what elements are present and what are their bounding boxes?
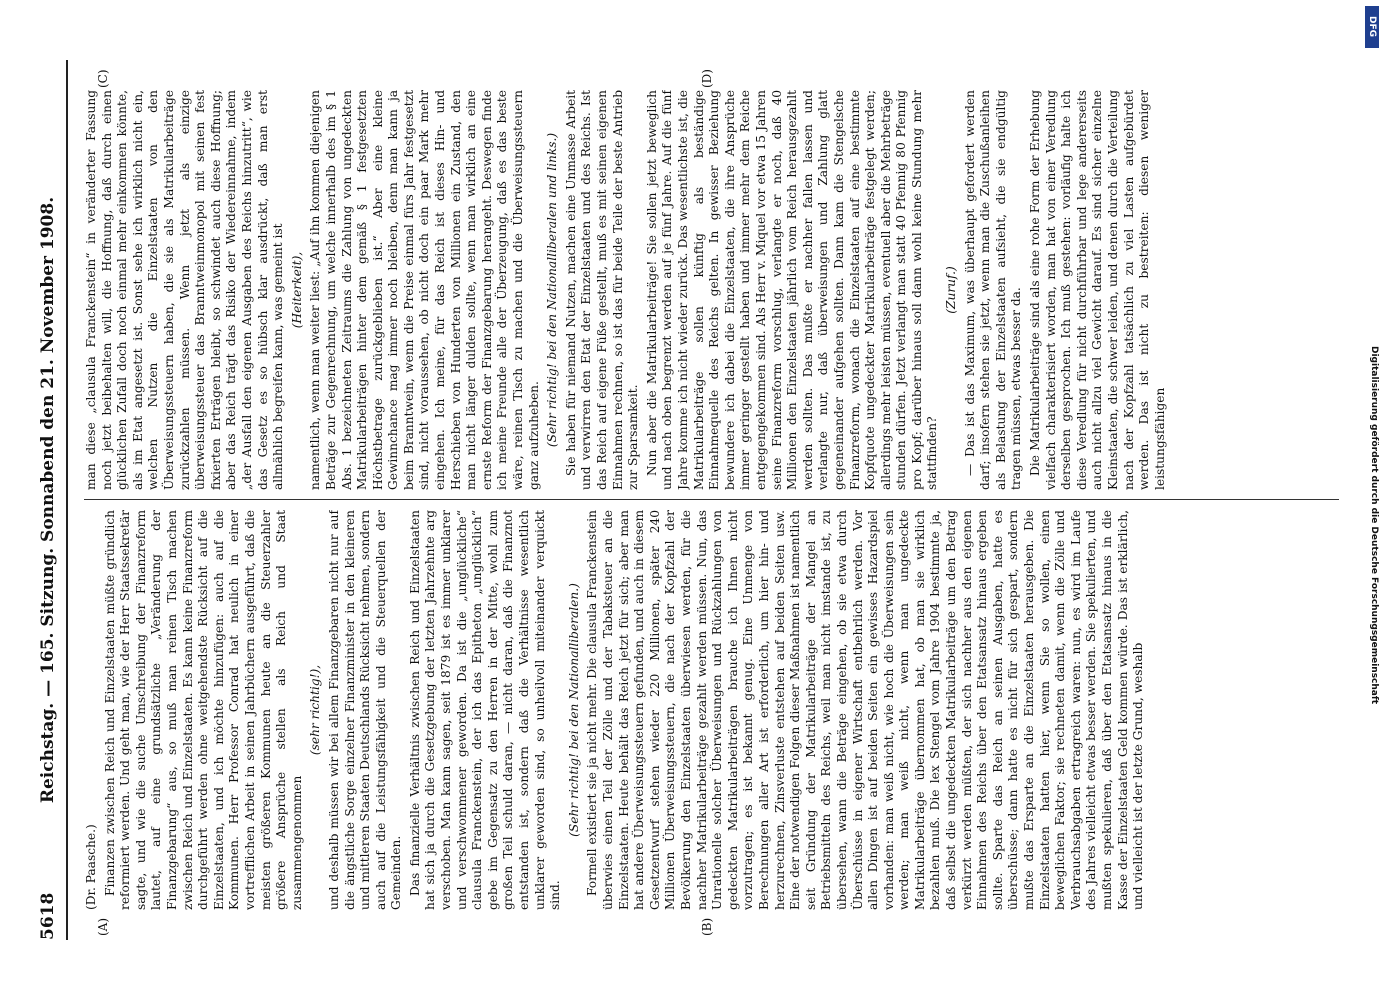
margin-mark-b: (B)	[700, 917, 714, 936]
interjection: (Sehr richtig! bei den Nationalliberalen und links.)	[545, 132, 560, 448]
text-column-right	[84, 90, 1344, 490]
header-rule	[66, 60, 68, 940]
page-title: Reichstag. — 165. Sitzung. Sonnabend den 21. November 1908.	[38, 196, 58, 804]
speaker-label: (Dr. Paasche.)	[84, 824, 98, 910]
interjection: (Sehr richtig! bei den Nationalliberalen.)	[566, 583, 581, 837]
interjection: (sehr richtig!),	[308, 664, 323, 756]
paragraph: man diese „clausula Franckenstein“ in veränderter Fassung noch jetzt beibehalten will, die Hoffnung, daß durch einen glücklichen Zufall doch noch einmal mehr einkommen könnte, als im Etat angesetzt ist. Sonst sehe ich wirklich nicht ein, welchen Nutzen die Einzelstaaten von den Überweisungssteuern haben, die sie als Matrikularbeiträge zurückzahlen müssen. Wenn jetzt als einzige überweisungssteuer das Branntweinmonopol mit seinen fest fixierten Erträgen bleibt, so schwindet auch diese Hoffnung; aber das Reich trägt das Risiko der Wiedereinnahme, indem „der Ausfall den eigenen Ausgaben des Reichs hinzutritt“, wie das Gesetz es so hübsch klar ausdrückt, daß man erst allmählich begreifen kann, was gemeint ist	[84, 90, 286, 490]
paragraph: Das finanzielle Verhältnis zwischen Reich und Einzelstaaten hat sich ja durch die Gesetzgebung der letzten Jahrzehnte arg verschoben. Man kann sagen, seit 1879 ist es immer unklarer und verschwommener geworden. Da ist die „unglückliche“ clausula Franckenstein, der ich das Epitheton „unglücklich“ gebe im Gegensatz zu den Herren in der Mitte, wohl zum großen Teil schuld daran, — nicht daran, daß die Finanznot entstanden ist, sondern daß die Verhältnisse wesentlich unklarer geworden sind, so unheilvoll miteinander verquickt sind.	[407, 510, 563, 910]
paragraph: Sie haben für niemand Nutzen, machen eine Unmasse Arbeit und verwirren den Etat der Einzelstaaten und des Reichs. Ist das Reich auf eigene Füße gestellt, muß es mit seinen eigenen Einnahmen rechnen, so ist das für beide Teile der beste Antrieb zur Sparsamkeit.	[563, 90, 641, 490]
paragraph: Die Matrikularbeiträge sind als eine rohe Form der Erhebung vielfach charakterisiert worden, man hat von einer Veredlung derselben gesprochen. Ich muß gestehen: vorläufig halte ich diese Veredlung für nicht durchführbar und lege andererseits auch nicht allzu viel Gewicht darauf. Es sind sicher einzelne Kleinstaaten, die schwer leiden, und denen durch die Verteilung nach der Kopfzahl tatsächlich zu viel Lasten aufgebürdet werden. Das ist nicht zu bestreiten: diesen weniger leistungsfähigen	[1028, 90, 1167, 490]
column-divider	[84, 499, 1339, 500]
dfg-credit-text: Digitalisierung gefördert durch die Deutsche Forschungsgemeinschaft	[1369, 345, 1379, 705]
paragraph: Finanzen zwischen Reich und Einzelstaaten müßte gründlich reformiert werden. Und geht man, wie der Herr Staatssekretär sagte, und wie die suche Umschreibung der Finanzreform lautet, auf eine grundsätzliche „Veränderung der Finanzgebarung“ aus, so muß man reinen Tisch machen zwischen Reich und Einzelstaaten. Es kann keine Finanzreform durchgeführt werden ohne weitgehendste Rücksicht auf die Einzelstaaten, und ich möchte hinzufügen: auch auf die Kommunen. Herr Professor Conrad hat neulich in einer vortrefflichen Arbeit in seinen Jahrbüchern ausgeführt, daß die meisten größeren Kommunen heute an die Steuerzahler größere Ansprüche stellen als Reich und Staat zusammengenommen	[102, 510, 304, 910]
margin-mark-d: (D)	[700, 69, 714, 88]
interjection: (Zuruf.)	[944, 266, 959, 314]
dfg-logo: DFG	[1365, 6, 1379, 48]
margin-mark-a: (A)	[96, 917, 110, 936]
paragraph: Formell existiert sie ja nicht mehr. Die clausula Franckenstein überwies einen Teil der Zölle und der Tabaksteuer an die Einzelstaaten. Heute behält das Reich jetzt für sich; aber man hat andere Überweisungssteuern gefunden, und auch in diesem Gesetzentwurf stehen wieder 220 Millionen, später 240 Millionen Überweisungssteuern, die nach der Kopfzahl der Bevölkerung den Einzelstaaten überwiesen werden, für die nachher Matrikularbeiträge gezahlt werden müssen. Nun, das Unrationelle solcher Überweisungen und Rückzahlungen von gedeckten Matrikularbeiträgen brauche ich Ihnen nicht vorzutragen; es ist bekannt genug. Eine Unmenge von Berechnungen aller Art ist erforderlich, um hier hin- und herzurechnen, Zinsverluste entstehen auf beiden Seiten usw. Eine der notwendigen Folgen dieser Maßnahmen ist namentlich seit Gründung der Matrikularbeiträge der Mangel an Betriebsmitteln des Reichs, weil man nicht imstande ist, zu übersehen, wann die Beträge eingehen, ob sie etwa durch Überschüsse in eigener Wirtschaft entbehrlich werden. Vor allen Dingen ist auf beiden Seiten ein gewisses Hazardspiel vorhanden: man weiß nicht, wie hoch die Überweisungen sein werden; man weiß nicht, wenn man ungedeckte Matrikularbeiträge übernommen hat, ob man sie wirklich bezahlen muß. Die lex Stengel vom Jahre 1904 bestimmte ja, daß selbst die ungedeckten Matrikularbeiträge um den Betrag verkürzt werden müßten, der sich nachher aus den eigenen Einnahmen des Reichs über den Etatsansatz hinaus ergeben sollte. Sparte das Reich an seinen Ausgaben, hatte es überschüsse; dann hatte es nicht für sich gespart, sondern mußte das Ersparte an die Einzelstaaten herausgeben. Die Einzelstaaten hatten hier, wenn Sie so wollen, einen beweglichen Faktor; sie rechneten damit, wenn die Zölle und Verbrauchsabgaben ertragreich waren: nun, es wird im Laufe des Jahres vielleicht etwas besser werden. Sie spekulierten, und mußten spekulieren, daß über den Etatsansatz hinaus in die Kasse der Einzelstaaten Geld kommen würde. Das ist erklärlich, und vielleicht ist der letzte Grund, weshalb	[585, 510, 1146, 910]
page-header	[30, 60, 64, 940]
page-number: 5618	[38, 892, 58, 940]
text-column-left	[84, 510, 1344, 910]
paragraph: Nun aber die Matrikularbeiträge! Sie sollen jetzt beweglich und nach oben begrenzt werden auf je fünf Jahre. Auf die fünf Jahre komme ich nicht wieder zurück. Das wesentlichste ist, die Matrikularbeiträge sollen künftig als beständige Einnahmequelle des Reichs gelten. In gewisser Beziehung bewundere ich dabei die Einzelstaaten, die ihre Ansprüche immer geringer gestellt haben und immer mehr dem Reiche entgegengekommen sind. Als Herr v. Miquel vor etwa 15 Jahren seine Finanzreform vorschlug, verlangte er noch, daß 40 Millionen den Einzelstaaten jährlich vom Reich herausgezahlt werden sollten. Das mußte er nachher fallen lassen und verlangte nur, daß überweisungen und Zahlung glatt gegeneinander aufgehen sollten. Dann kam die Stengelsche Finanzreform, wonach die Einzelstaaten auf eine bestimmte Kopfquote ungedeckter Matrikularbeiträge festgelegt werden; allerdings mehr leisten müssen, eventuell aber die Mehrbeträge stunden dürfen. Jetzt verlangt man statt 40 Pfennig 80 Pfennig pro Kopf; darüber hinaus soll dann wohl keine Stundung mehr stattfinden?	[644, 90, 940, 490]
paragraph: — Das ist das Maximum, was überhaupt gefordert werden darf; insofern stehen sie jetzt, wenn man die Zuschußanleihen als Belastung der Einzelstaaten aufsieht, die sie endgültig tragen müssen, etwas besser da.	[962, 90, 1024, 490]
interjection: (Heiterkeit),	[289, 251, 304, 329]
margin-mark-c: (C)	[96, 69, 110, 88]
paragraph: namentlich, wenn man weiter liest: „Auf ihn kommen diejenigen Beträge zur Gegenrechnung, um welche innerhalb des im § 1 Abs. 1 bezeichneten Zeitraums die Zahlung von ungedeckten Matrikularbeiträgen hinter dem gemäß § 1 festgesetzten Höchstbetrage zurückgeblieben ist.“ Aber eine kleine Gewinnchance mag immer noch bleiben, denn man kann ja beim Branntwein, wenn die Preise einmal fürs Jahr festgesetzt sind, nicht voraussehen, ob nicht doch ein paar Mark mehr eingehen. Ich meine, für das Reich ist dieses Hin- und Herschieben von Hunderten von Millionen ein Zustand, den man nicht länger dulden sollte, wenn man wirklich an eine ernste Reform der Finanzgebarung herangeht. Deswegen finde ich meine Freunde alle der Überzeugung, daß es das beste wäre, reinen Tisch zu machen und die Überweisungssteuern ganz aufzuheben.	[308, 90, 541, 490]
paragraph: und deshalb müssen wir bei allem Finanzgebaren nicht nur auf die ängstliche Sorge einzelner Finanzminister in den kleineren und mittleren Staaten Deutschlands Rücksicht nehmen, sondern auch auf die Leistungsfähigkeit und die Steuerquellen der Gemeinden.	[326, 510, 404, 910]
